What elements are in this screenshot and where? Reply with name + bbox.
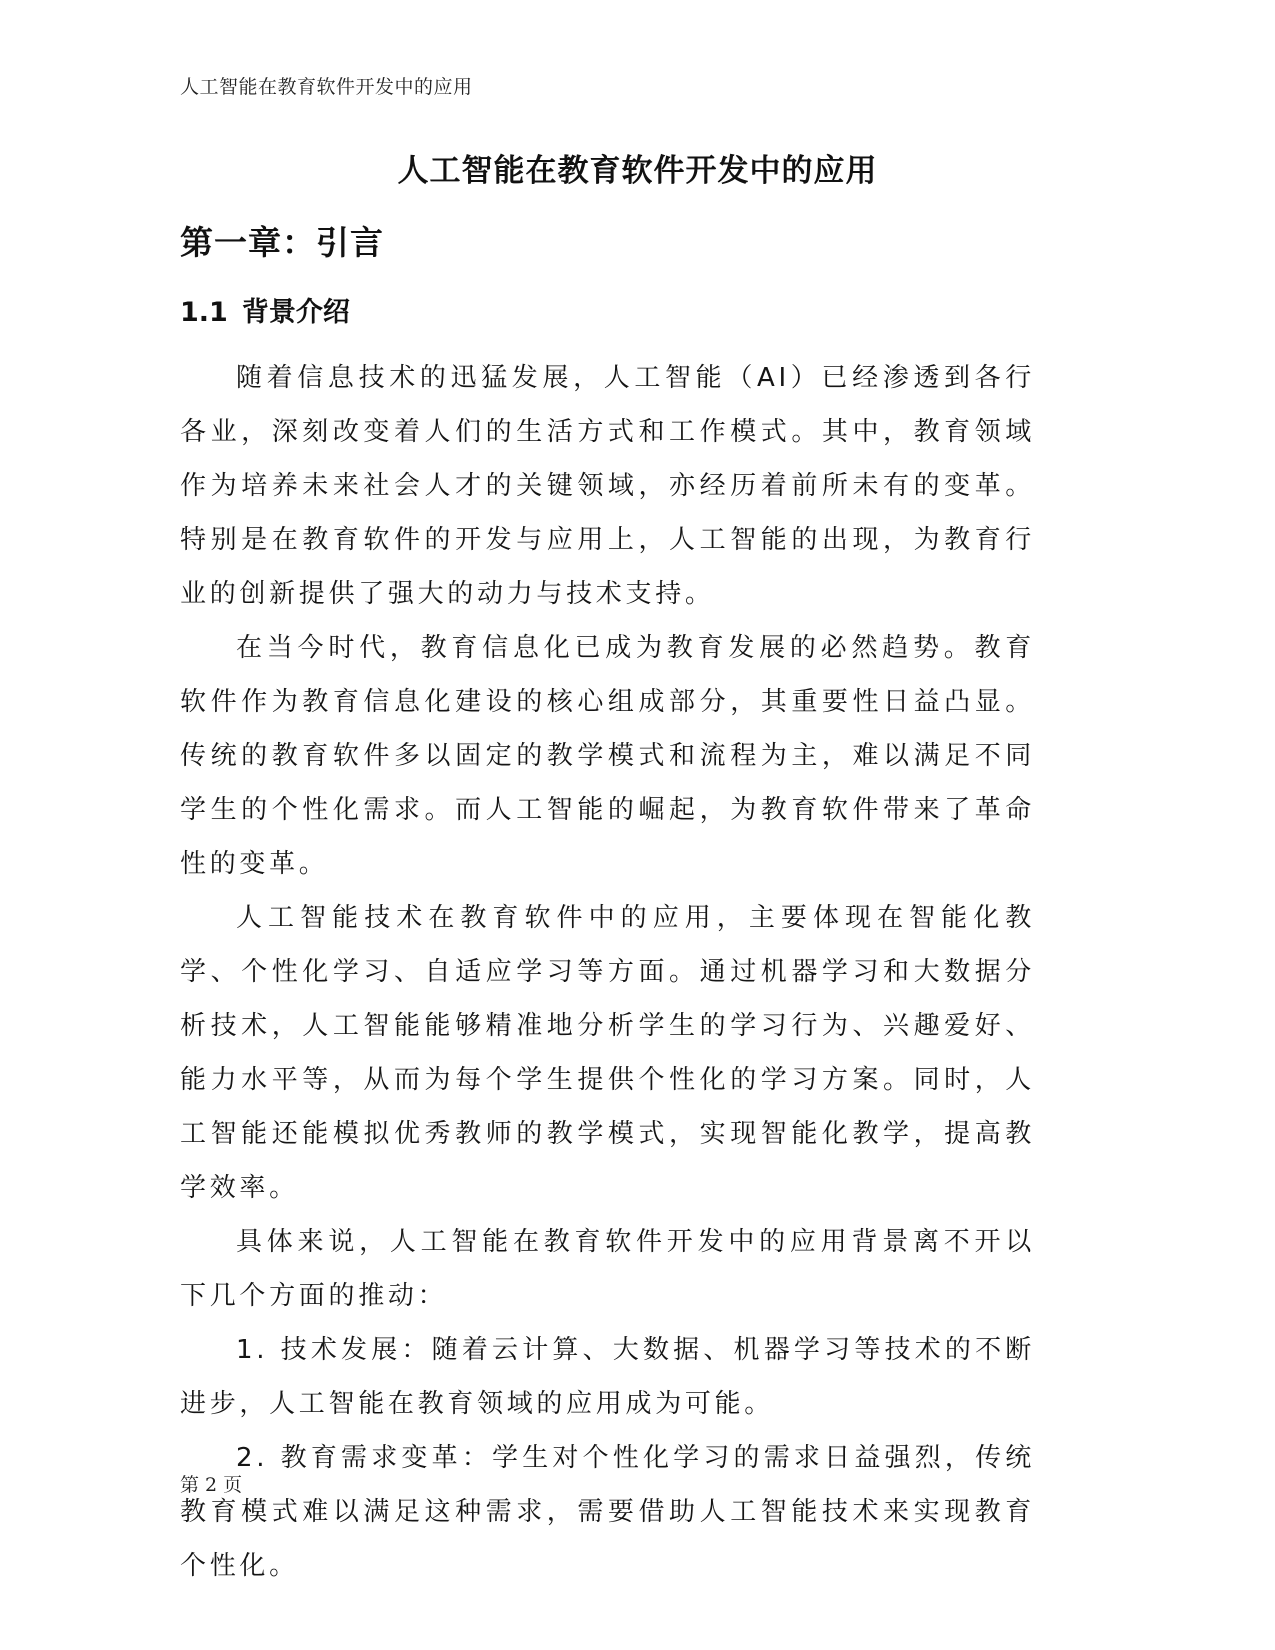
paragraph: 随着信息技术的迅猛发展，人工智能（AI）已经渗透到各行各业，深刻改变着人们的生活方式和工作模式。其中，教育领域作为培养未来社会人才的关键领域，亦经历着前所未有的变革。特别是在教育软件的开发与应用上，人工智能的出现，为教育行业的创新提供了强大的动力与技术支持。 [180, 363, 1035, 609]
section-title: 背景介绍 [241, 297, 350, 328]
running-header: 人工智能在教育软件开发中的应用 [180, 76, 473, 98]
section-heading [180, 290, 350, 329]
document-title: 人工智能在教育软件开发中的应用 [397, 153, 878, 189]
paragraph: 人工智能技术在教育软件中的应用，主要体现在智能化教学、个性化学习、自适应学习等方面。通过机器学习和大数据分析技术，人工智能能够精准地分析学生的学习行为、兴趣爱好、能力水平等，从而为每个学生提供个性化的学习方案。同时，人工智能还能模拟优秀教师的教学模式，实现智能化教学，提高教学效率。 [180, 903, 1035, 1203]
list-item: 1. 技术发展：随着云计算、大数据、机器学习等技术的不断进步，人工智能在教育领域的应用成为可能。 [180, 1335, 1035, 1419]
page-number: 第 2 页 [180, 1474, 243, 1496]
chapter-heading: 第一章：引言 [180, 223, 384, 262]
paragraph: 具体来说，人工智能在教育软件开发中的应用背景离不开以下几个方面的推动： [180, 1227, 1035, 1311]
body-text [180, 351, 1035, 1593]
list-item: 2. 教育需求变革：学生对个性化学习的需求日益强烈，传统教育模式难以满足这种需求，需要借助人工智能技术来实现教育个性化。 [180, 1443, 1035, 1581]
paragraph: 在当今时代，教育信息化已成为教育发展的必然趋势。教育软件作为教育信息化建设的核心组成部分，其重要性日益凸显。传统的教育软件多以固定的教学模式和流程为主，难以满足不同学生的个性化需求。而人工智能的崛起，为教育软件带来了革命性的变革。 [180, 633, 1035, 879]
section-number: 1.1 [180, 297, 228, 328]
